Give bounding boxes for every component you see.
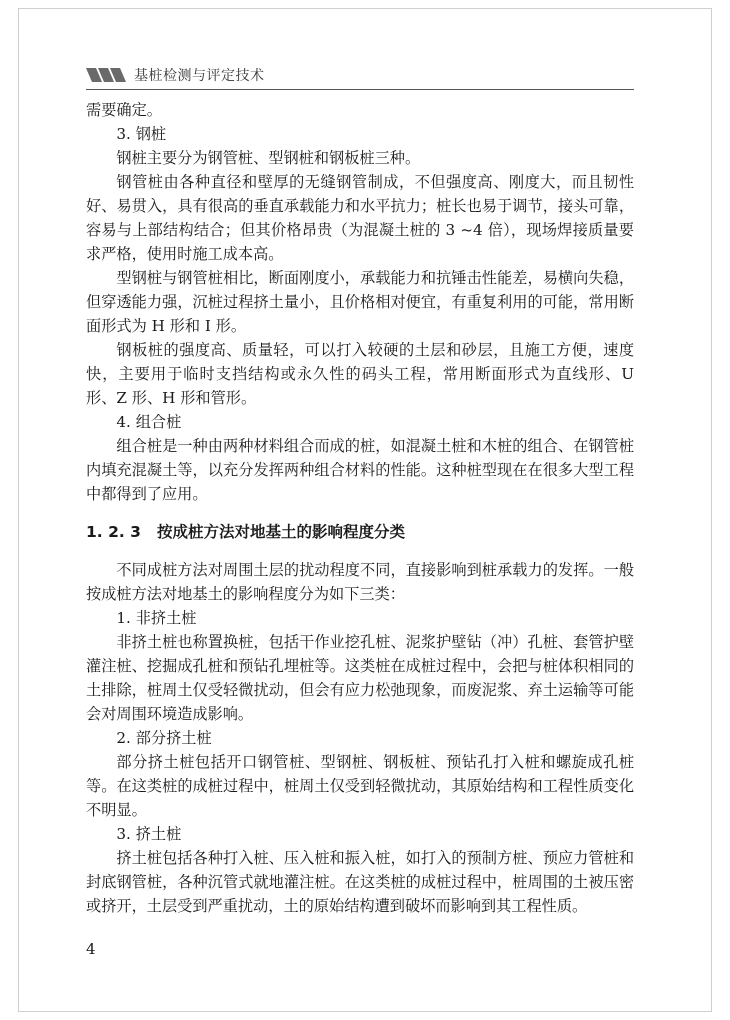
paragraph: 非挤土桩也称置换桩，包括干作业挖孔桩、泥浆护壁钻（冲）孔桩、套管护壁灌注桩、挖掘成孔桩和预钻孔埋桩等。这类桩在成桩过程中，会把与桩体积相同的土排除，桩周土仅受轻微扰动，但会有应力松弛现象，而废泥浆、弃土运输等可能会对周围环境造成影响。 [86, 633, 634, 723]
header-title: 基桩检测与评定技术 [134, 68, 265, 84]
top-paragraphs [86, 98, 634, 506]
header-stripes-icon [86, 68, 126, 82]
bottom-paragraphs [86, 558, 634, 918]
paragraph: 组合桩是一种由两种材料组合而成的桩，如混凝土桩和木桩的组合、在钢管桩内填充混凝土等，以充分发挥两种组合材料的性能。这种桩型现在在很多大型工程中都得到了应用。 [86, 437, 634, 503]
subheading: 4. 组合桩 [116, 413, 182, 431]
paragraph: 部分挤土桩包括开口钢管桩、型钢桩、钢板桩、预钻孔打入桩和螺旋成孔桩等。在这类桩的成桩过程中，桩周土仅受到轻微扰动，其原始结构和工程性质变化不明显。 [86, 753, 634, 819]
subheading: 2. 部分挤土桩 [116, 729, 212, 747]
paragraph: 钢桩主要分为钢管桩、型钢桩和钢板桩三种。 [116, 149, 421, 167]
page-number: 4 [86, 940, 96, 958]
section-heading [86, 520, 634, 544]
paragraph: 型钢桩与钢管桩相比，断面刚度小，承载能力和抗锤击性能差，易横向失稳，但穿透能力强，沉桩过程挤土量小，且价格相对便宜，有重复利用的可能，常用断面形式为 H 形和 I 形。 [86, 269, 634, 335]
subheading: 3. 挤土桩 [116, 825, 182, 843]
header-rule [86, 89, 634, 90]
body-text [86, 98, 634, 918]
section-title: 按成桩方法对地基土的影响程度分类 [156, 523, 405, 541]
paragraph: 钢板桩的强度高、质量轻，可以打入较硬的土层和砂层，且施工方便，速度快，主要用于临时支挡结构或永久性的码头工程，常用断面形式为直线形、U 形、Z 形、H 形和管形。 [86, 341, 634, 407]
paragraph: 不同成桩方法对周围土层的扰动程度不同，直接影响到桩承载力的发挥。一般按成桩方法对地基土的影响程度分为如下三类： [86, 561, 634, 603]
subheading: 3. 钢桩 [116, 125, 167, 143]
running-header [86, 64, 265, 86]
paragraph: 需要确定。 [86, 101, 162, 119]
subheading: 1. 非挤土桩 [116, 609, 197, 627]
paragraph: 钢管桩由各种直径和壁厚的无缝钢管制成，不但强度高、刚度大，而且韧性好、易贯入，具有很高的垂直承载能力和水平抗力；桩长也易于调节，接头可靠，容易与上部结构结合；但其价格昂贵（为混凝土桩的 3 ~4 倍），现场焊接质量要求严格，使用时施工成本高。 [86, 173, 634, 263]
paragraph: 挤土桩包括各种打入桩、压入桩和振入桩，如打入的预制方桩、预应力管桩和封底钢管桩，各种沉管式就地灌注桩。在这类桩的成桩过程中，桩周围的土被压密或挤开，土层受到严重扰动，土的原始结构遭到破坏而影响到其工程性质。 [86, 849, 634, 915]
section-number: 1. 2. 3 [86, 523, 141, 541]
